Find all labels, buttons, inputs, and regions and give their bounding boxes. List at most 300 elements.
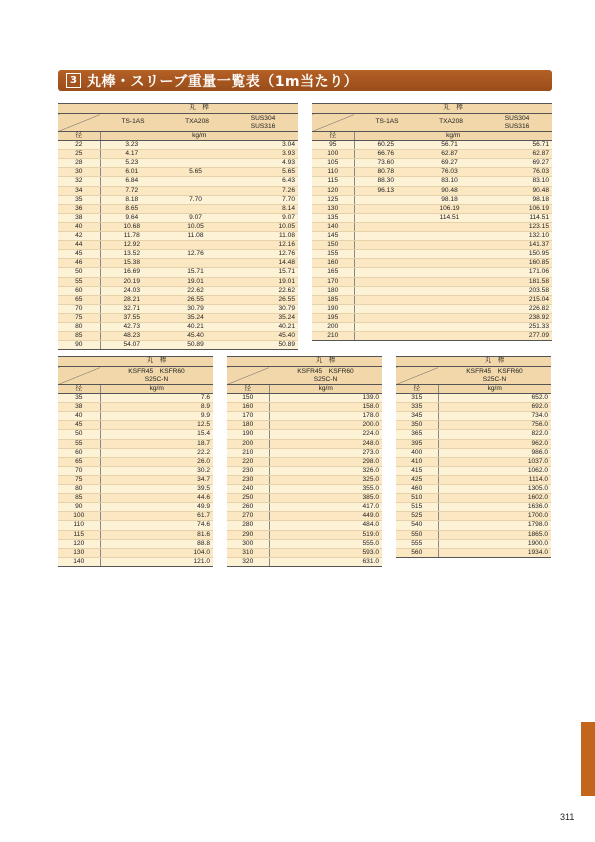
diameter-cell: 190 bbox=[312, 304, 354, 313]
sus-cell: 7.70 bbox=[228, 195, 298, 204]
table-row bbox=[227, 421, 382, 430]
txa208-cell: 26.55 bbox=[166, 295, 228, 304]
diameter-cell: 410 bbox=[396, 457, 438, 466]
header-diagonal bbox=[227, 367, 269, 385]
txa208-cell bbox=[420, 259, 482, 268]
table-row bbox=[58, 494, 213, 503]
table-row bbox=[58, 548, 213, 557]
weight-cell: 9.9 bbox=[100, 412, 213, 421]
weight-cell: 484.0 bbox=[269, 521, 382, 530]
weight-cell: 822.0 bbox=[438, 430, 551, 439]
ts1as-cell bbox=[354, 304, 420, 313]
diameter-cell: 130 bbox=[58, 548, 100, 557]
diameter-cell: 425 bbox=[396, 475, 438, 484]
table-row bbox=[312, 241, 552, 250]
diameter-cell: 60 bbox=[58, 286, 100, 295]
diameter-label: 径 bbox=[227, 385, 269, 394]
sus-cell: 9.07 bbox=[228, 213, 298, 222]
col-ksfr-line2: S25C-N bbox=[144, 375, 169, 383]
sus-cell: 26.55 bbox=[228, 295, 298, 304]
table-row bbox=[227, 503, 382, 512]
weight-cell: 158.0 bbox=[269, 403, 382, 412]
diameter-cell: 170 bbox=[227, 412, 269, 421]
weight-cell: 88.8 bbox=[100, 539, 213, 548]
diameter-cell: 32 bbox=[58, 177, 100, 186]
table-row bbox=[396, 521, 551, 530]
ts1as-cell: 5.23 bbox=[100, 159, 166, 168]
table-row bbox=[58, 150, 298, 159]
diameter-cell: 120 bbox=[312, 186, 354, 195]
txa208-cell bbox=[420, 313, 482, 322]
table-row bbox=[396, 539, 551, 548]
col-sus304: SUS304 bbox=[250, 115, 276, 122]
ts1as-cell bbox=[354, 286, 420, 295]
unit-label: kg/m bbox=[269, 385, 382, 394]
diameter-cell: 80 bbox=[58, 322, 100, 331]
sus-cell: 171.06 bbox=[482, 268, 552, 277]
diameter-cell: 46 bbox=[58, 259, 100, 268]
txa208-cell bbox=[166, 186, 228, 195]
table-row bbox=[312, 186, 552, 195]
ts1as-cell: 42.73 bbox=[100, 322, 166, 331]
diameter-cell: 160 bbox=[312, 259, 354, 268]
diameter-cell: 45 bbox=[58, 421, 100, 430]
diameter-cell: 150 bbox=[312, 241, 354, 250]
diameter-cell: 38 bbox=[58, 403, 100, 412]
txa208-cell: 12.76 bbox=[166, 250, 228, 259]
diameter-cell: 510 bbox=[396, 494, 438, 503]
table-row bbox=[58, 448, 213, 457]
sus-cell: 8.14 bbox=[228, 204, 298, 213]
sus-cell: 106.19 bbox=[482, 204, 552, 213]
txa208-cell bbox=[420, 304, 482, 313]
round-bar-heading: 丸 棒 bbox=[269, 357, 382, 367]
txa208-cell: 9.07 bbox=[166, 213, 228, 222]
txa208-cell bbox=[166, 159, 228, 168]
ts1as-cell: 10.68 bbox=[100, 222, 166, 231]
ts1as-cell: 24.03 bbox=[100, 286, 166, 295]
weight-cell: 962.0 bbox=[438, 439, 551, 448]
col-ksfr-line2: S25C-N bbox=[313, 375, 338, 383]
diameter-cell: 35 bbox=[58, 394, 100, 403]
unit-label: kg/m bbox=[100, 385, 213, 394]
ts1as-cell: 9.64 bbox=[100, 213, 166, 222]
diameter-cell: 240 bbox=[227, 485, 269, 494]
table-row bbox=[312, 286, 552, 295]
diameter-cell: 50 bbox=[58, 268, 100, 277]
txa208-cell: 98.18 bbox=[420, 195, 482, 204]
weight-cell: 1602.0 bbox=[438, 494, 551, 503]
sus-cell: 123.15 bbox=[482, 222, 552, 231]
diameter-cell: 70 bbox=[58, 304, 100, 313]
table-row bbox=[312, 268, 552, 277]
diameter-cell: 350 bbox=[396, 421, 438, 430]
diameter-cell: 110 bbox=[58, 521, 100, 530]
ts1as-cell: 60.25 bbox=[354, 141, 420, 150]
weight-cell: 248.0 bbox=[269, 439, 382, 448]
diameter-cell: 85 bbox=[58, 332, 100, 341]
sus-cell: 40.21 bbox=[228, 322, 298, 331]
table-row bbox=[58, 485, 213, 494]
table-row bbox=[227, 475, 382, 484]
table-row bbox=[312, 332, 552, 341]
weight-cell: 1305.0 bbox=[438, 485, 551, 494]
ts1as-cell bbox=[354, 322, 420, 331]
sus-cell: 114.51 bbox=[482, 213, 552, 222]
sus-cell: 3.04 bbox=[228, 141, 298, 150]
ts1as-cell: 37.55 bbox=[100, 313, 166, 322]
diameter-cell: 65 bbox=[58, 295, 100, 304]
header-diagonal bbox=[58, 367, 100, 385]
weight-cell: 44.6 bbox=[100, 494, 213, 503]
col-txa208: TXA208 bbox=[166, 114, 228, 132]
diameter-cell: 140 bbox=[58, 557, 100, 566]
weight-cell: 1865.0 bbox=[438, 530, 551, 539]
diameter-cell: 55 bbox=[58, 277, 100, 286]
txa208-cell: 35.24 bbox=[166, 313, 228, 322]
unit-label: kg/m bbox=[100, 132, 298, 141]
txa208-cell: 62.87 bbox=[420, 150, 482, 159]
txa208-cell bbox=[166, 150, 228, 159]
txa208-cell bbox=[420, 295, 482, 304]
diameter-cell: 90 bbox=[58, 341, 100, 350]
table-row bbox=[396, 394, 551, 403]
weight-cell: 1062.0 bbox=[438, 466, 551, 475]
txa208-cell bbox=[420, 277, 482, 286]
diameter-cell: 110 bbox=[312, 168, 354, 177]
table-row bbox=[312, 259, 552, 268]
weight-cell: 1700.0 bbox=[438, 512, 551, 521]
table-row bbox=[58, 232, 298, 241]
sus-cell: 3.93 bbox=[228, 150, 298, 159]
diameter-cell: 280 bbox=[227, 521, 269, 530]
sus-cell: 83.10 bbox=[482, 177, 552, 186]
unit-label: kg/m bbox=[438, 385, 551, 394]
diameter-cell: 135 bbox=[312, 213, 354, 222]
col-sus316: SUS316 bbox=[250, 122, 276, 130]
txa208-cell bbox=[420, 222, 482, 231]
table-row bbox=[227, 512, 382, 521]
col-ksfr-line1: KSFR45 KSFR60 bbox=[466, 368, 523, 375]
table-row bbox=[58, 530, 213, 539]
table-row bbox=[396, 485, 551, 494]
side-tab bbox=[581, 722, 595, 796]
table-row bbox=[227, 466, 382, 475]
table-row bbox=[396, 448, 551, 457]
txa208-cell bbox=[166, 259, 228, 268]
table-row bbox=[312, 168, 552, 177]
header-diagonal bbox=[396, 367, 438, 385]
diameter-cell: 145 bbox=[312, 232, 354, 241]
diameter-cell: 230 bbox=[227, 475, 269, 484]
table-row bbox=[58, 204, 298, 213]
col-sus bbox=[228, 114, 298, 132]
table-row bbox=[312, 322, 552, 331]
col-ksfr bbox=[438, 367, 551, 385]
weight-cell: 121.0 bbox=[100, 557, 213, 566]
sus-cell: 12.16 bbox=[228, 241, 298, 250]
ts1as-cell: 88.30 bbox=[354, 177, 420, 186]
table-row bbox=[58, 332, 298, 341]
table-row bbox=[312, 232, 552, 241]
table-row bbox=[227, 548, 382, 557]
diameter-cell: 335 bbox=[396, 403, 438, 412]
round-bar-heading: 丸 棒 bbox=[354, 104, 552, 114]
diameter-cell: 42 bbox=[58, 232, 100, 241]
weight-cell: 298.0 bbox=[269, 457, 382, 466]
round-bar-heading: 丸 棒 bbox=[438, 357, 551, 367]
txa208-cell: 50.89 bbox=[166, 341, 228, 350]
sus-cell: 141.37 bbox=[482, 241, 552, 250]
txa208-cell bbox=[420, 232, 482, 241]
diameter-cell: 345 bbox=[396, 412, 438, 421]
ksfr-table-3 bbox=[396, 356, 551, 558]
diameter-cell: 460 bbox=[396, 485, 438, 494]
sus-cell: 50.89 bbox=[228, 341, 298, 350]
weight-cell: 1037.0 bbox=[438, 457, 551, 466]
diameter-cell: 115 bbox=[58, 530, 100, 539]
weight-cell: 555.0 bbox=[269, 539, 382, 548]
table-row bbox=[58, 277, 298, 286]
col-sus304: SUS304 bbox=[504, 115, 530, 122]
ksfr-table-2 bbox=[227, 356, 382, 567]
table-row bbox=[312, 250, 552, 259]
diameter-cell: 38 bbox=[58, 213, 100, 222]
sus-cell: 12.76 bbox=[228, 250, 298, 259]
weight-cell: 200.0 bbox=[269, 421, 382, 430]
header-diagonal bbox=[312, 114, 354, 132]
weight-cell: 1900.0 bbox=[438, 539, 551, 548]
sus-cell: 11.08 bbox=[228, 232, 298, 241]
diameter-cell: 70 bbox=[58, 466, 100, 475]
table-row bbox=[58, 313, 298, 322]
weight-cell: 26.0 bbox=[100, 457, 213, 466]
weight-cell: 519.0 bbox=[269, 530, 382, 539]
table-row bbox=[58, 286, 298, 295]
diameter-cell: 34 bbox=[58, 186, 100, 195]
col-ts1as: TS-1AS bbox=[354, 114, 420, 132]
col-sus316: SUS316 bbox=[504, 122, 530, 130]
table-row bbox=[396, 457, 551, 466]
diameter-label: 径 bbox=[312, 132, 354, 141]
diameter-cell: 90 bbox=[58, 503, 100, 512]
diameter-cell: 40 bbox=[58, 412, 100, 421]
txa208-cell bbox=[166, 141, 228, 150]
weight-cell: 385.0 bbox=[269, 494, 382, 503]
diameter-cell: 415 bbox=[396, 466, 438, 475]
table-row bbox=[396, 430, 551, 439]
sus-cell: 251.33 bbox=[482, 322, 552, 331]
weight-cell: 1636.0 bbox=[438, 503, 551, 512]
table-row bbox=[312, 313, 552, 322]
diameter-cell: 310 bbox=[227, 548, 269, 557]
col-ksfr bbox=[269, 367, 382, 385]
diameter-cell: 80 bbox=[58, 485, 100, 494]
sus-cell: 69.27 bbox=[482, 159, 552, 168]
table-row bbox=[58, 259, 298, 268]
diameter-cell: 25 bbox=[58, 150, 100, 159]
table-row bbox=[227, 439, 382, 448]
diameter-cell: 140 bbox=[312, 222, 354, 231]
sus-cell: 226.82 bbox=[482, 304, 552, 313]
diameter-cell: 210 bbox=[227, 448, 269, 457]
table-row bbox=[312, 177, 552, 186]
txa208-cell: 90.48 bbox=[420, 186, 482, 195]
diameter-cell: 120 bbox=[58, 539, 100, 548]
table-row bbox=[58, 195, 298, 204]
table-row bbox=[396, 530, 551, 539]
ts1as-cell bbox=[354, 250, 420, 259]
txa208-cell bbox=[420, 268, 482, 277]
table-row bbox=[312, 213, 552, 222]
ts1as-cell: 3.23 bbox=[100, 141, 166, 150]
table-row bbox=[312, 150, 552, 159]
table-row bbox=[58, 186, 298, 195]
table-row bbox=[227, 530, 382, 539]
table-row bbox=[312, 277, 552, 286]
txa208-cell bbox=[166, 241, 228, 250]
table-row bbox=[58, 159, 298, 168]
weight-cell: 22.2 bbox=[100, 448, 213, 457]
diameter-cell: 105 bbox=[312, 159, 354, 168]
col-ksfr-line2: S25C-N bbox=[482, 375, 507, 383]
weight-cell: 652.0 bbox=[438, 394, 551, 403]
table-row bbox=[396, 403, 551, 412]
sus-cell: 238.92 bbox=[482, 313, 552, 322]
ts1as-cell bbox=[354, 268, 420, 277]
section-title: 丸棒・スリーブ重量一覧表（1m当たり） bbox=[87, 73, 359, 90]
weight-cell: 417.0 bbox=[269, 503, 382, 512]
weight-cell: 74.6 bbox=[100, 521, 213, 530]
diameter-cell: 75 bbox=[58, 313, 100, 322]
weight-cell: 15.4 bbox=[100, 430, 213, 439]
sus-cell: 62.87 bbox=[482, 150, 552, 159]
table-row bbox=[58, 539, 213, 548]
sus-cell: 4.93 bbox=[228, 159, 298, 168]
ts1as-cell bbox=[354, 213, 420, 222]
sus-cell: 5.65 bbox=[228, 168, 298, 177]
sus-cell: 277.09 bbox=[482, 332, 552, 341]
ts1as-cell bbox=[354, 332, 420, 341]
weight-cell: 8.9 bbox=[100, 403, 213, 412]
table-row bbox=[227, 557, 382, 566]
ts1as-cell bbox=[354, 295, 420, 304]
diameter-cell: 125 bbox=[312, 195, 354, 204]
txa208-cell bbox=[166, 204, 228, 213]
table-row bbox=[396, 494, 551, 503]
table-row bbox=[58, 341, 298, 350]
table-row bbox=[58, 466, 213, 475]
col-ksfr-line1: KSFR45 KSFR60 bbox=[297, 368, 354, 375]
diameter-cell: 28 bbox=[58, 159, 100, 168]
diameter-cell: 40 bbox=[58, 222, 100, 231]
ts1as-cell bbox=[354, 204, 420, 213]
txa208-cell: 106.19 bbox=[420, 204, 482, 213]
ts1as-cell: 12.92 bbox=[100, 241, 166, 250]
weight-cell: 39.5 bbox=[100, 485, 213, 494]
table-row bbox=[396, 503, 551, 512]
table-row bbox=[227, 403, 382, 412]
weight-cell: 1798.0 bbox=[438, 521, 551, 530]
diameter-cell: 515 bbox=[396, 503, 438, 512]
ts1as-cell: 96.13 bbox=[354, 186, 420, 195]
col-ts1as: TS-1AS bbox=[100, 114, 166, 132]
txa208-cell: 11.08 bbox=[166, 232, 228, 241]
ts1as-cell: 20.19 bbox=[100, 277, 166, 286]
txa208-cell: 69.27 bbox=[420, 159, 482, 168]
sus-cell: 6.43 bbox=[228, 177, 298, 186]
diameter-cell: 395 bbox=[396, 439, 438, 448]
sus-cell: 45.40 bbox=[228, 332, 298, 341]
weight-cell: 178.0 bbox=[269, 412, 382, 421]
table-row bbox=[58, 439, 213, 448]
table-row bbox=[58, 512, 213, 521]
table-row bbox=[227, 539, 382, 548]
diameter-label: 径 bbox=[396, 385, 438, 394]
diameter-label: 径 bbox=[58, 132, 100, 141]
table-row bbox=[396, 421, 551, 430]
diameter-cell: 50 bbox=[58, 430, 100, 439]
col-ksfr-line1: KSFR45 KSFR60 bbox=[128, 368, 185, 375]
diameter-cell: 22 bbox=[58, 141, 100, 150]
weight-cell: 139.0 bbox=[269, 394, 382, 403]
table-row bbox=[58, 394, 213, 403]
diameter-cell: 60 bbox=[58, 448, 100, 457]
ts1as-cell: 8.65 bbox=[100, 204, 166, 213]
col-txa208: TXA208 bbox=[420, 114, 482, 132]
diameter-cell: 290 bbox=[227, 530, 269, 539]
table-row bbox=[227, 430, 382, 439]
diameter-cell: 560 bbox=[396, 548, 438, 557]
sus-cell: 215.04 bbox=[482, 295, 552, 304]
diameter-cell: 200 bbox=[312, 322, 354, 331]
diameter-cell: 315 bbox=[396, 394, 438, 403]
diameter-cell: 550 bbox=[396, 530, 438, 539]
table-row bbox=[227, 412, 382, 421]
txa208-cell bbox=[420, 286, 482, 295]
txa208-cell: 83.10 bbox=[420, 177, 482, 186]
round-bar-table-2 bbox=[312, 103, 552, 341]
weight-cell: 734.0 bbox=[438, 412, 551, 421]
diameter-cell: 100 bbox=[58, 512, 100, 521]
weight-cell: 986.0 bbox=[438, 448, 551, 457]
diameter-cell: 160 bbox=[227, 403, 269, 412]
round-bar-table-1 bbox=[58, 103, 298, 350]
sus-cell: 181.58 bbox=[482, 277, 552, 286]
sus-cell: 56.71 bbox=[482, 141, 552, 150]
ts1as-cell: 7.72 bbox=[100, 186, 166, 195]
header-diagonal bbox=[58, 114, 100, 132]
table-row bbox=[312, 204, 552, 213]
diameter-cell: 170 bbox=[312, 277, 354, 286]
weight-cell: 326.0 bbox=[269, 466, 382, 475]
txa208-cell: 15.71 bbox=[166, 268, 228, 277]
diameter-cell: 100 bbox=[312, 150, 354, 159]
sus-cell: 10.05 bbox=[228, 222, 298, 231]
weight-cell: 81.6 bbox=[100, 530, 213, 539]
section-number: 3 bbox=[66, 73, 81, 88]
sus-cell: 90.48 bbox=[482, 186, 552, 195]
weight-cell: 325.0 bbox=[269, 475, 382, 484]
sus-cell: 203.58 bbox=[482, 286, 552, 295]
diameter-cell: 300 bbox=[227, 539, 269, 548]
table-row bbox=[58, 457, 213, 466]
table-row bbox=[58, 430, 213, 439]
diameter-cell: 230 bbox=[227, 466, 269, 475]
diameter-cell: 35 bbox=[58, 195, 100, 204]
txa208-cell: 114.51 bbox=[420, 213, 482, 222]
col-sus bbox=[482, 114, 552, 132]
